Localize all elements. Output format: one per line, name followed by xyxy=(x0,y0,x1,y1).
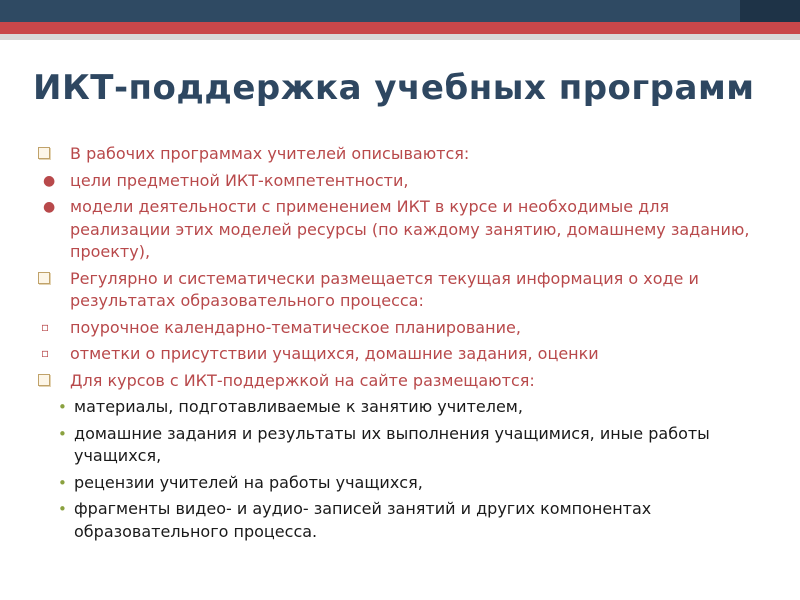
green-dot-bullet-icon: • xyxy=(58,500,67,518)
header-band-grey xyxy=(0,34,800,40)
square-bullet-icon xyxy=(38,272,50,284)
list-item xyxy=(36,170,766,193)
header-band-red xyxy=(0,22,800,34)
list-item xyxy=(36,343,766,366)
list-item xyxy=(36,143,766,166)
header-band-shade xyxy=(740,0,800,22)
bullet-list xyxy=(36,143,766,547)
green-dot-bullet-icon: • xyxy=(58,473,67,492)
header-band-dark xyxy=(0,0,800,22)
list-item-text: рецензии учителей на работы учащихся, xyxy=(74,472,423,492)
list-item-text: материалы, подготавливаемые к занятию учителем, xyxy=(74,397,523,416)
green-dot-bullet-icon: • xyxy=(58,398,67,416)
list-item xyxy=(36,472,766,495)
list-item xyxy=(36,498,766,543)
list-item-text: поурочное календарно-тематическое планирование, xyxy=(70,317,521,337)
list-item-text: отметки о присутствии учащихся, домашние задания, оценки xyxy=(70,344,599,363)
list-item xyxy=(36,396,766,419)
list-item-text: Для курсов с ИКТ-поддержкой на сайте размещаются: xyxy=(70,370,535,390)
green-dot-bullet-icon: • xyxy=(58,424,67,443)
list-item xyxy=(36,423,766,468)
list-item-text: модели деятельности с применением ИКТ в курсе и необходимые для реализации этих моделей ресурсы (по каждому занятию, домашнему заданию, проекту), xyxy=(70,197,750,261)
slide-title: ИКТ-поддержка учебных программ xyxy=(33,68,755,108)
small-square-bullet-icon: ▫ xyxy=(41,346,50,360)
list-item-text: Регулярно и систематически размещается текущая информация о ходе и результатах образовательного процесса: xyxy=(70,268,699,310)
list-item-text: фрагменты видео- и аудио- записей занятий и других компонентах образовательного процесса. xyxy=(74,499,652,541)
dot-bullet-icon: ● xyxy=(43,172,56,189)
list-item xyxy=(36,370,766,393)
list-item xyxy=(36,317,766,340)
list-item xyxy=(36,268,766,313)
small-square-bullet-icon: ▫ xyxy=(41,319,50,334)
list-item-text: домашние задания и результаты их выполнения учащимися, иные работы учащихся, xyxy=(74,423,710,465)
square-bullet-icon xyxy=(38,374,50,386)
dot-bullet-icon: ● xyxy=(43,199,56,215)
list-item-text: цели предметной ИКТ-компетентности, xyxy=(70,170,409,190)
list-item-text: В рабочих программах учителей описываются: xyxy=(70,144,470,163)
square-bullet-icon xyxy=(38,147,50,159)
list-item xyxy=(36,196,766,264)
